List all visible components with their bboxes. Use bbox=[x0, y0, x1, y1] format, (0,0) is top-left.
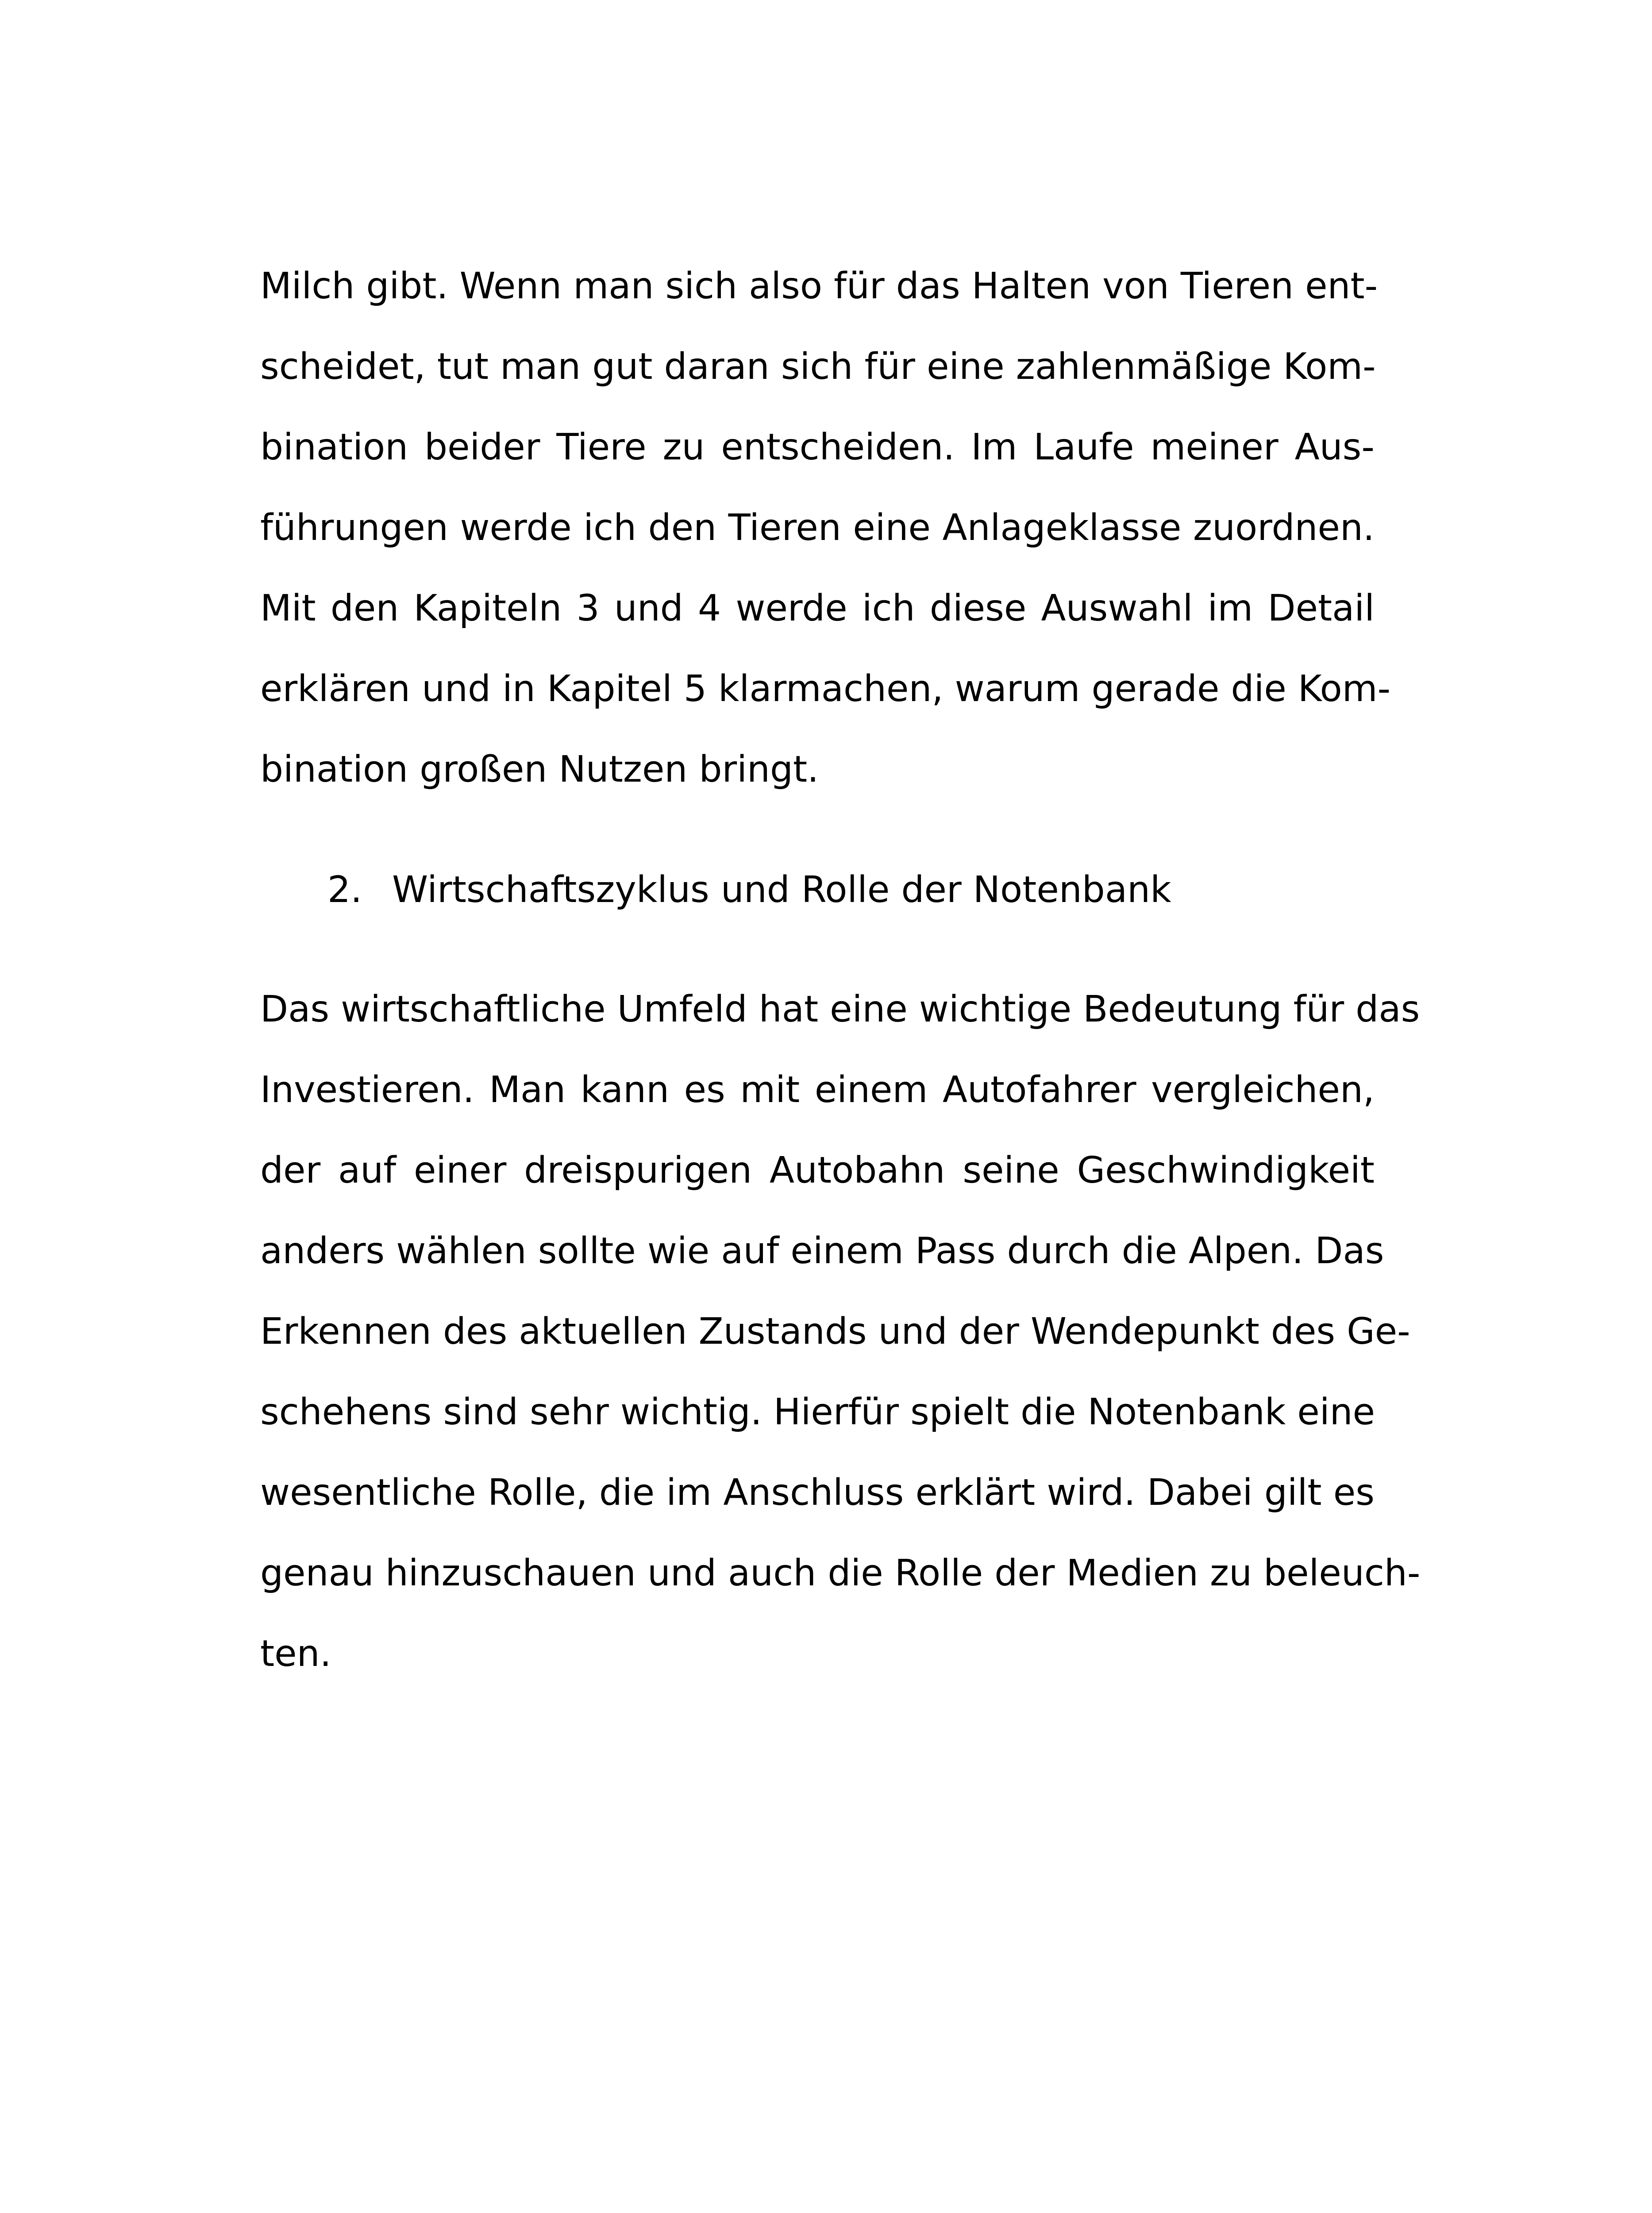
text-line: Mit den Kapiteln 3 und 4 werde ich diese Auswahl im Detail bbox=[260, 587, 1375, 629]
text-line: scheidet, tut man gut daran sich für eine zahlenmäßige Kom- bbox=[260, 346, 1376, 388]
text-line: erklären und in Kapitel 5 klarmachen, warum gerade die Kom- bbox=[260, 668, 1391, 710]
section-title: Wirtschaftszyklus und Rolle der Notenbank bbox=[392, 869, 1171, 911]
text-line: Milch gibt. Wenn man sich also für das Halten von Tieren ent- bbox=[260, 265, 1378, 307]
text-line: ten. bbox=[260, 1633, 331, 1675]
text-line: der auf einer dreispurigen Autobahn seine Geschwindigkeit bbox=[260, 1149, 1375, 1191]
text-line: Erkennen des aktuellen Zustands und der Wendepunkt des Ge- bbox=[260, 1311, 1410, 1353]
text-line: bination großen Nutzen bringt. bbox=[260, 748, 819, 790]
section-heading bbox=[327, 850, 1375, 930]
text-line: führungen werde ich den Tieren eine Anlageklasse zuordnen. bbox=[260, 507, 1375, 549]
section-number: 2. bbox=[327, 869, 362, 911]
text-line: Investieren. Man kann es mit einem Autofahrer vergleichen, bbox=[260, 1069, 1375, 1111]
text-line: Das wirtschaftliche Umfeld hat eine wichtige Bedeutung für das bbox=[260, 988, 1420, 1030]
text-line: bination beider Tiere zu entscheiden. Im Laufe meiner Aus- bbox=[260, 426, 1375, 468]
text-line: wesentliche Rolle, die im Anschluss erklärt wird. Dabei gilt es bbox=[260, 1472, 1375, 1514]
text-line: genau hinzuschauen und auch die Rolle der Medien zu beleuch- bbox=[260, 1552, 1421, 1594]
text-line: schehens sind sehr wichtig. Hierfür spielt die Notenbank eine bbox=[260, 1391, 1375, 1433]
text-line: anders wählen sollte wie auf einem Pass durch die Alpen. Das bbox=[260, 1230, 1384, 1272]
